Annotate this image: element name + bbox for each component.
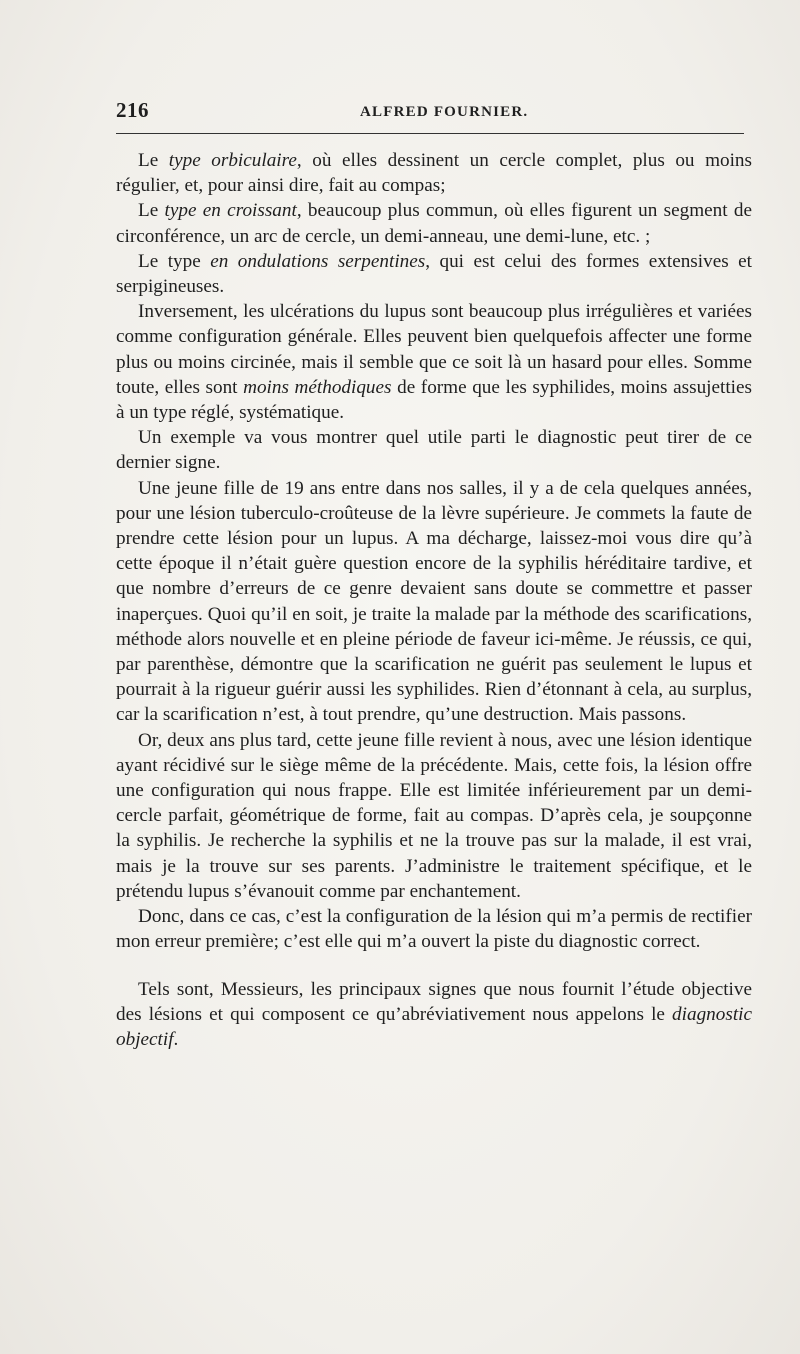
body-text [116, 148, 752, 1052]
page-number: 216 [116, 98, 149, 122]
paragraph-1: Le type orbiculaire, où elles dessinent un cercle complet, plus ou moins régulier, et, pour ainsi dire, fait au compas; [116, 150, 752, 197]
page-header [116, 98, 744, 126]
paragraph-8: Donc, dans ce cas, c’est la configuration de la lésion qui m’a permis de rectifier mon erreur première; c’est elle qui m’a ouvert la piste du diagnostic correct. [116, 906, 752, 953]
paragraph-2: Le type en croissant, beaucoup plus commun, où elles figurent un segment de circonférence, un arc de cercle, un demi-anneau, une demi-lune, etc. ; [116, 200, 752, 247]
running-title: ALFRED FOURNIER. [360, 104, 529, 120]
paragraph-9: Tels sont, Messieurs, les principaux signes que nous fournit l’étude objective des lésions et qui composent ce qu’abréviativement nous appelons le diagnostic objectif. [116, 978, 752, 1050]
paragraph-5: Un exemple va vous montrer quel utile parti le diagnostic peut tirer de ce dernier signe. [116, 427, 752, 474]
paragraph-4: Inversement, les ulcérations du lupus sont beaucoup plus irrégulières et variées comme configuration générale. Elles peuvent bien quelquefois affecter une forme plus ou moins circinée, mais il semble que ce soit là un hasard pour elles. Somme toute, elles sont moins méthodiques de forme que les syphilides, moins assujetties à un type réglé, systématique. [116, 301, 752, 424]
paragraph-6: Une jeune fille de 19 ans entre dans nos salles, il y a de cela quelques années, pour une lésion tuberculo-croûteuse de la lèvre supérieure. Je commets la faute de prendre cette lésion pour un lupus. A ma décharge, laissez-moi vous dire qu’à cette époque il n’était guère question encore de la syphilis héréditaire tardive, et que nombre d’erreurs de ce genre devaient sans doute se commettre et passer inaperçues. Quoi qu’il en soit, je traite la malade par la méthode des scarifications, méthode alors nouvelle et en pleine période de faveur ici-même. Je réussis, ce qui, par parenthèse, démontre que la scarification ne guérit pas seulement le lupus et pourrait à la rigueur guérir aussi les syphilides. Rien d’étonnant à cela, au surplus, car la scarification n’est, à tout prendre, qu’une destruction. Mais passons. [116, 477, 752, 726]
paragraph-7: Or, deux ans plus tard, cette jeune fille revient à nous, avec une lésion identique ayant récidivé sur le siège même de la précédente. Mais, cette fois, la lésion offre une configuration qui nous frappe. Elle est limitée inférieurement par un demi-cercle parfait, géométrique de forme, fait au compas. D’après cela, je soupçonne la syphilis. Je recherche la syphilis et ne la trouve pas sur la malade, il est vrai, mais je la trouve sur ses parents. J’administre le traitement spécifique, et le prétendu lupus s’évanouit comme par enchantement. [116, 729, 752, 902]
paragraph-3: Le type en ondulations serpentines, qui est celui des formes extensives et serpigineuses. [116, 250, 752, 298]
header-rule [116, 133, 744, 134]
